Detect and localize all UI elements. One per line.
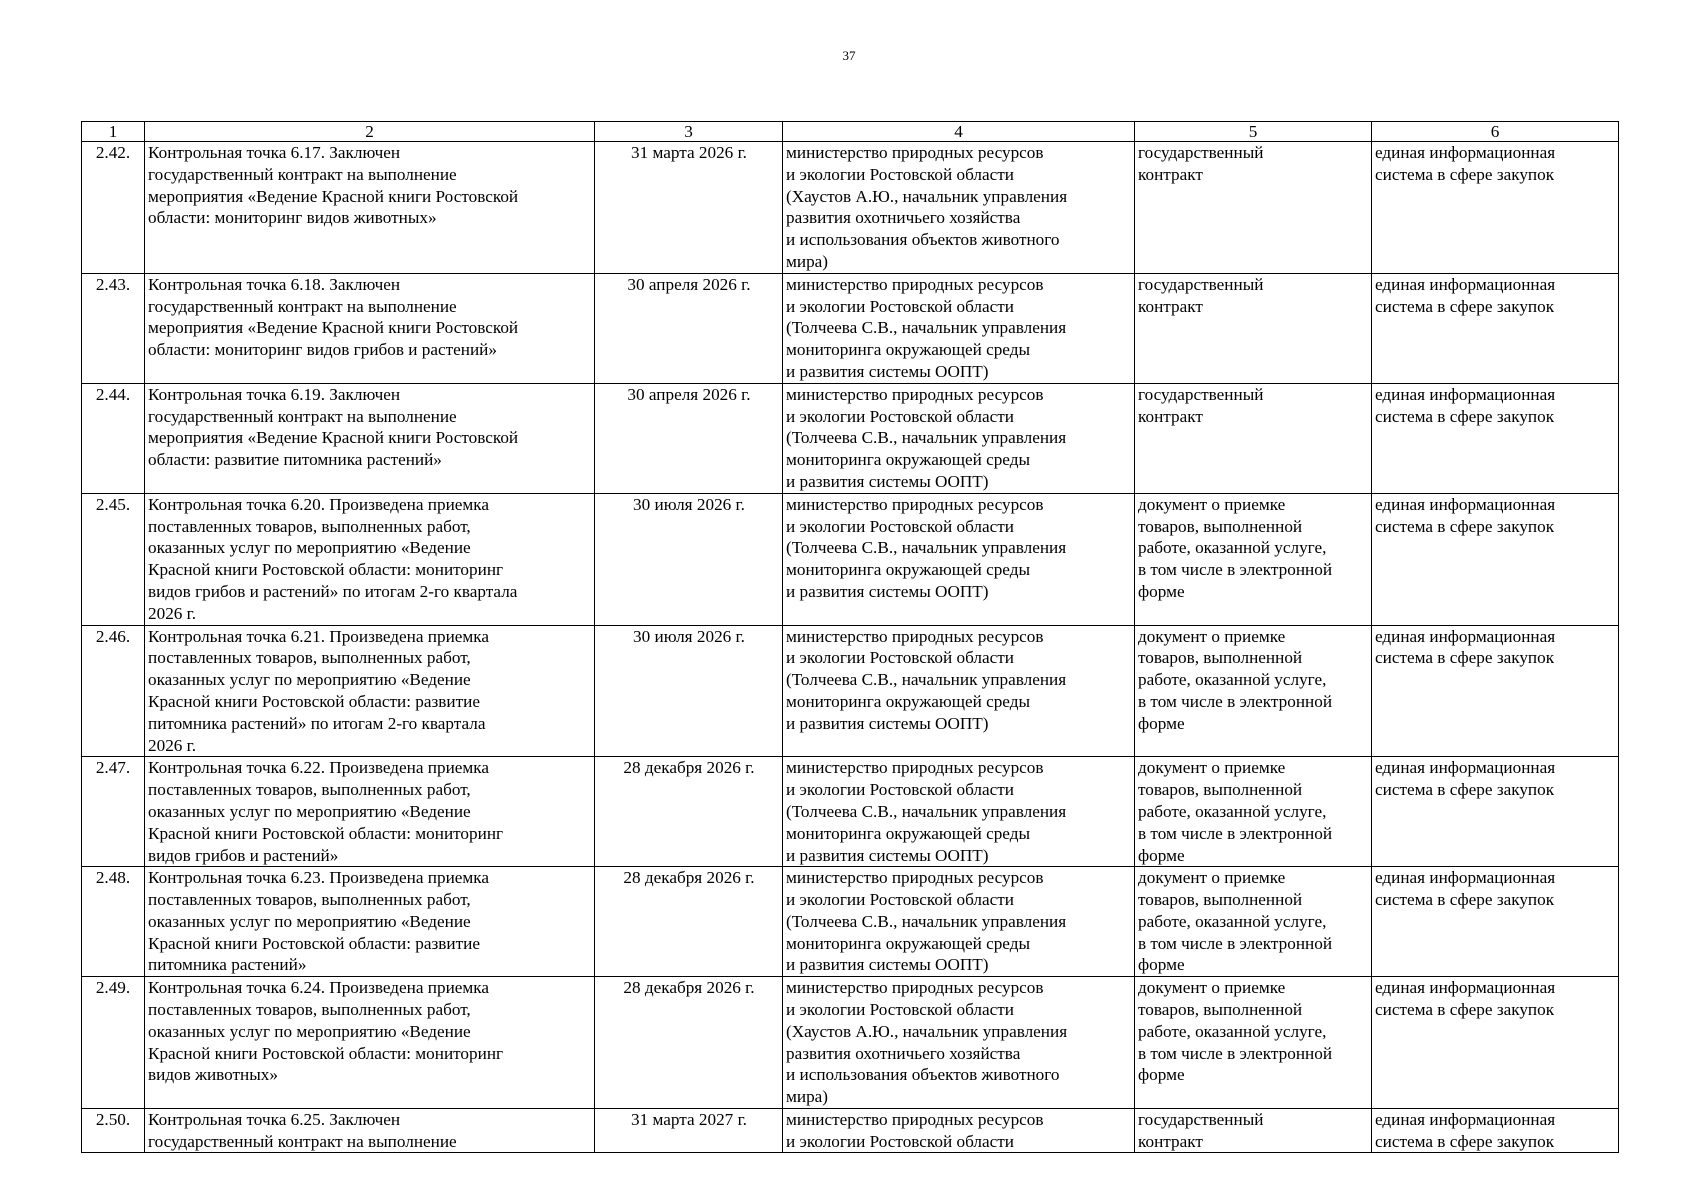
document-type-cell [1135,493,1372,625]
deadline-cell [595,625,783,757]
control-point-cell [145,142,595,274]
table-row [82,273,1619,383]
control-point-cell [145,625,595,757]
deadline-text: 31 марта 2026 г. [631,143,747,162]
document-type-text: документ о приемке товаров, выполненной работе, оказанной услуге, в том числе в электронной форме [1138,626,1333,733]
column-header-5: 5 [1135,122,1372,142]
deadline-text: 28 декабря 2026 г. [623,758,755,778]
responsible-text: министерство природных ресурсов и экологии Ростовской области (Толчеева С.В., начальник управления мониторинга окружающей среды и развития системы ООПТ) [786,384,1067,491]
deadline-text: 30 апреля 2026 г. [627,384,751,404]
row-number: 2.43. [95,274,131,294]
control-point-cell [145,867,595,977]
document-type-cell [1135,142,1372,274]
row-number-cell [82,867,145,977]
row-number: 2.42. [95,143,131,162]
responsible-cell [783,383,1135,493]
document-type-cell [1135,383,1372,493]
column-header-3: 3 [595,122,783,142]
information-system-cell [1372,867,1619,977]
control-point-cell [145,757,595,867]
document-type-cell [1135,625,1372,757]
column-header-6: 6 [1372,122,1619,142]
deadline-text: 31 марта 2027 г. [631,1110,747,1130]
control-points-table [81,121,1619,1153]
information-system-text: единая информационная система в сфере закупок [1375,494,1556,536]
control-point-text: Контрольная точка 6.23. Произведена приемка поставленных товаров, выполненных работ, оказанных услуг по мероприятию «Ведение Красной книги Ростовской области: развитие питомника растений» [148,868,490,975]
column-header-2: 2 [145,122,595,142]
document-type-cell [1135,1109,1372,1153]
responsible-cell [783,142,1135,274]
information-system-cell [1372,383,1619,493]
responsible-text: министерство природных ресурсов и экологии Ростовской области (Толчеева С.В., начальник управления мониторинга окружающей среды и развития системы ООПТ) [786,494,1067,601]
table-row [82,383,1619,493]
document-type-text: государственный контракт [1138,384,1264,426]
table-row [82,142,1619,274]
document-type-text: государственный контракт [1138,143,1264,184]
information-system-text: единая информационная система в сфере закупок [1375,626,1556,668]
deadline-cell [595,142,783,274]
row-number-cell [82,142,145,274]
row-number-cell [82,757,145,867]
page-number: 37 [842,48,856,63]
row-number-cell [82,625,145,757]
deadline-text: 30 июля 2026 г. [633,626,745,646]
row-number-cell [82,1109,145,1153]
information-system-text: единая информационная система в сфере закупок [1375,758,1556,800]
responsible-cell [783,867,1135,977]
row-number: 2.49. [95,978,131,998]
information-system-text: единая информационная система в сфере закупок [1375,1110,1556,1151]
document-type-cell [1135,867,1372,977]
information-system-text: единая информационная система в сфере закупок [1375,274,1556,316]
deadline-cell [595,383,783,493]
control-point-cell [145,1109,595,1153]
row-number-cell [82,977,145,1109]
control-point-cell [145,977,595,1109]
information-system-text: единая информационная система в сфере закупок [1375,868,1556,910]
control-point-text: Контрольная точка 6.21. Произведена приемка поставленных товаров, выполненных работ, оказанных услуг по мероприятию «Ведение Красной книги Ростовской области: развитие питомника растений» по итогам 2-го квартала 2026 г. [148,626,490,755]
responsible-text: министерство природных ресурсов и экологии Ростовской области (Толчеева С.В., начальник управления мониторинга окружающей среды и развития системы ООПТ) [786,626,1067,733]
control-point-text: Контрольная точка 6.17. Заключен государственный контракт на выполнение мероприятия «Ведение Красной книги Ростовской области: мониторинг видов животных» [148,143,519,228]
deadline-text: 28 декабря 2026 г. [623,978,755,998]
control-point-text: Контрольная точка 6.24. Произведена приемка поставленных товаров, выполненных работ, оказанных услуг по мероприятию «Ведение Красной книги Ростовской области: мониторинг видов животных» [148,978,504,1085]
table-row [82,757,1619,867]
responsible-cell [783,757,1135,867]
information-system-cell [1372,625,1619,757]
row-number-cell [82,383,145,493]
control-point-cell [145,273,595,383]
table-row [82,1109,1619,1153]
control-point-cell [145,383,595,493]
responsible-text: министерство природных ресурсов и экологии Ростовской области (Толчеева С.В., начальник управления мониторинга окружающей среды и развития системы ООПТ) [786,868,1067,975]
information-system-cell [1372,977,1619,1109]
table-row [82,625,1619,757]
document-type-text: государственный контракт [1138,274,1264,316]
control-point-cell [145,493,595,625]
document-type-text: документ о приемке товаров, выполненной работе, оказанной услуге, в том числе в электронной форме [1138,868,1333,975]
row-number: 2.45. [95,494,131,514]
information-system-cell [1372,757,1619,867]
deadline-cell [595,1109,783,1153]
row-number: 2.50. [95,1110,131,1130]
control-point-text: Контрольная точка 6.25. Заключен государственный контракт на выполнение [148,1110,457,1151]
document-type-text: государственный контракт [1138,1110,1264,1151]
document-type-text: документ о приемке товаров, выполненной работе, оказанной услуге, в том числе в электронной форме [1138,978,1333,1085]
control-point-text: Контрольная точка 6.20. Произведена приемка поставленных товаров, выполненных работ, оказанных услуг по мероприятию «Ведение Красной книги Ростовской области: мониторинг видов грибов и растений» по итогам 2-го квартала 2026 г. [148,494,518,623]
control-point-text: Контрольная точка 6.19. Заключен государственный контракт на выполнение мероприятия «Ведение Красной книги Ростовской области: развитие питомника растений» [148,384,519,470]
responsible-cell [783,625,1135,757]
control-point-text: Контрольная точка 6.18. Заключен государственный контракт на выполнение мероприятия «Ведение Красной книги Ростовской области: мониторинг видов грибов и растений» [148,274,519,360]
responsible-text: министерство природных ресурсов и экологии Ростовской области [786,1110,1044,1151]
deadline-text: 30 июля 2026 г. [633,494,745,514]
responsible-cell [783,493,1135,625]
responsible-text: министерство природных ресурсов и экологии Ростовской области (Толчеева С.В., начальник управления мониторинга окружающей среды и развития системы ООПТ) [786,758,1067,865]
table-row [82,977,1619,1109]
column-header-1: 1 [82,122,145,142]
table-row [82,493,1619,625]
document-type-text: документ о приемке товаров, выполненной работе, оказанной услуге, в том числе в электронной форме [1138,758,1333,865]
deadline-cell [595,757,783,867]
responsible-text: министерство природных ресурсов и экологии Ростовской области (Хаустов А.Ю., начальник управления развития охотничьего хозяйства и использования объектов животного мира) [786,978,1068,1107]
document-type-cell [1135,757,1372,867]
information-system-cell [1372,493,1619,625]
responsible-text: министерство природных ресурсов и экологии Ростовской области (Хаустов А.Ю., начальник управления развития охотничьего хозяйства и использования объектов животного мира) [786,143,1068,271]
deadline-cell [595,977,783,1109]
table-row [82,867,1619,977]
deadline-text: 28 декабря 2026 г. [623,868,755,888]
control-point-text: Контрольная точка 6.22. Произведена приемка поставленных товаров, выполненных работ, оказанных услуг по мероприятию «Ведение Красной книги Ростовской области: мониторинг видов грибов и растений» [148,758,504,865]
document-type-text: документ о приемке товаров, выполненной работе, оказанной услуге, в том числе в электронной форме [1138,494,1333,601]
responsible-cell [783,273,1135,383]
deadline-text: 30 апреля 2026 г. [627,274,751,294]
deadline-cell [595,273,783,383]
document-type-cell [1135,977,1372,1109]
information-system-cell [1372,273,1619,383]
deadline-cell [595,867,783,977]
information-system-cell [1372,142,1619,274]
row-number: 2.47. [95,758,131,778]
row-number-cell [82,273,145,383]
responsible-cell [783,1109,1135,1153]
document-type-cell [1135,273,1372,383]
information-system-text: единая информационная система в сфере закупок [1375,143,1556,184]
information-system-text: единая информационная система в сфере закупок [1375,384,1556,426]
deadline-cell [595,493,783,625]
responsible-text: министерство природных ресурсов и экологии Ростовской области (Толчеева С.В., начальник управления мониторинга окружающей среды и развития системы ООПТ) [786,274,1067,381]
information-system-text: единая информационная система в сфере закупок [1375,978,1556,1020]
column-number-row [82,122,1619,142]
row-number: 2.46. [95,626,131,646]
responsible-cell [783,977,1135,1109]
row-number: 2.48. [95,868,131,888]
column-header-4: 4 [783,122,1135,142]
row-number: 2.44. [95,384,131,404]
information-system-cell [1372,1109,1619,1153]
row-number-cell [82,493,145,625]
